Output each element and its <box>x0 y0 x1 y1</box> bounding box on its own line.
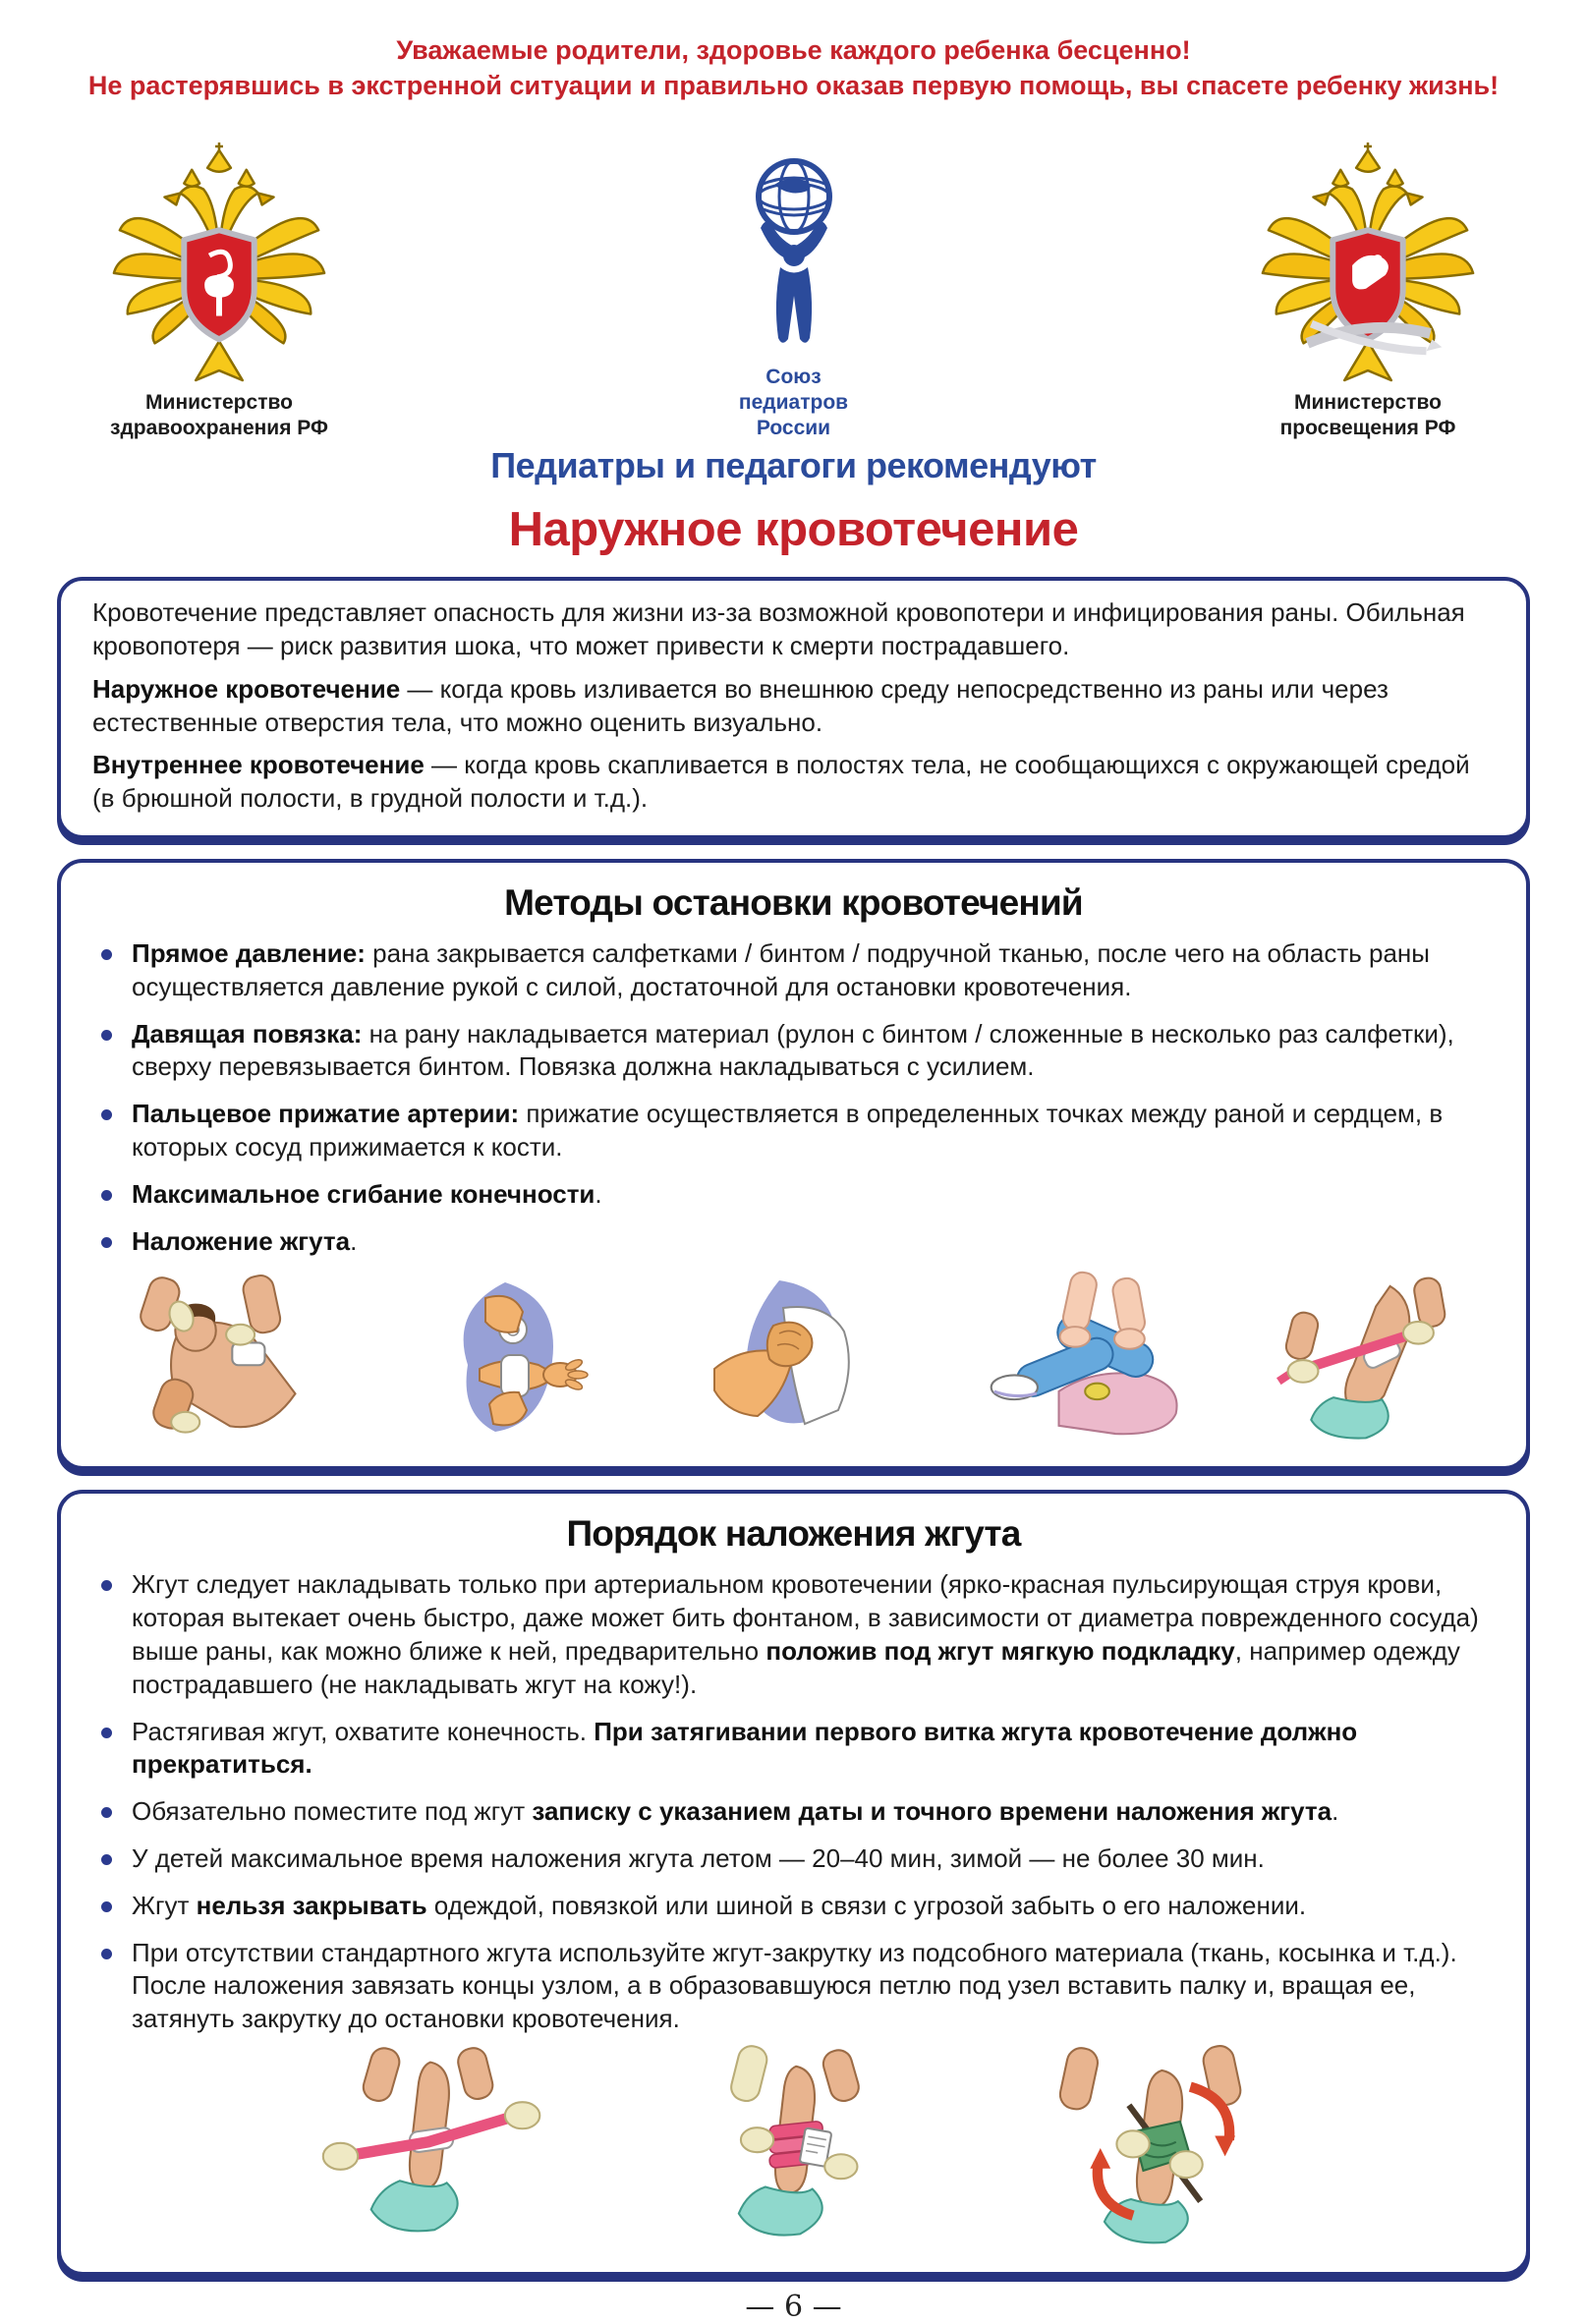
health-ministry-caption <box>110 390 328 442</box>
page-title: Наружное кровотечение <box>508 503 1079 557</box>
health-ministry-emblem-icon <box>102 141 336 384</box>
education-ministry-emblem-icon <box>1251 141 1485 384</box>
list-item: Максимальное сгибание конечности. <box>92 1178 1495 1212</box>
direct-pressure-illustration <box>116 1272 330 1445</box>
list-item: Внутреннее кровотечение — когда кровь скапливается в полостях тела, не сообщающихся с окружающей средой (в брюшной полости, в грудной полости и т.д.). <box>92 750 1470 814</box>
tourniquet-box <box>57 1490 1530 2276</box>
tourniquet-box-title: Порядок наложения жгута <box>566 1513 1021 1555</box>
list-item: Прямое давление: рана закрывается салфетками / бинтом / подручной тканью, после чего на область раны осуществляется давление рукой с силой, достаточной для остановки кровотечения. <box>92 937 1495 1004</box>
pressure-bandage-illustration <box>411 1272 607 1445</box>
tourniquet-illustrations-row <box>92 2036 1495 2252</box>
methods-box <box>57 859 1530 1470</box>
artery-finger-pressure-illustration <box>689 1272 885 1445</box>
tourniquet-twist-illustration <box>1035 2046 1280 2250</box>
intro-box <box>57 577 1530 839</box>
caption-line: Министерство <box>1294 390 1442 414</box>
pediatric-union-caption <box>739 365 848 442</box>
pediatric-union-emblem-icon <box>725 144 863 359</box>
caption-line: Союз <box>765 365 822 388</box>
pediatric-union-logo-block <box>647 115 941 441</box>
intro-paragraphs <box>92 596 1495 816</box>
methods-illustrations-row <box>92 1258 1495 1446</box>
list-item: Жгут следует накладывать только при артериальном кровотечении (ярко-красная пульсирующая струя крови, которая вытекает очень быстро, даже может бить фонтаном, в зависимости от диаметра поврежденного сосуда) выше раны, как можно ближе к ней, предварительно положив под жгут мягкую подкладку, например одежду пострадавшего (не накладывать жгут на кожу!). <box>92 1568 1495 1701</box>
list-item: Растягивая жгут, охватите конечность. При затягивании первого витка жгута кровотечение должно прекратиться. <box>92 1716 1495 1783</box>
header-line-2: Не растерявшись в экстренной ситуации и правильно оказав первую помощь, вы спасете ребенку жизнь! <box>87 70 1500 100</box>
caption-line: Министерство <box>145 390 293 414</box>
health-ministry-logo-block <box>57 115 381 441</box>
logos-row <box>0 103 1587 441</box>
header <box>0 0 1587 103</box>
methods-list <box>92 937 1495 1258</box>
caption-line: просвещения РФ <box>1279 417 1456 439</box>
caption-line: России <box>756 417 831 439</box>
page-number: — 6 — <box>745 2289 842 2324</box>
list-item: Наружное кровотечение — когда кровь изливается во внешнюю среду непосредственно из раны или через естественные отверстия тела, что можно оценить визуально. <box>92 673 1389 737</box>
list-item: Давящая повязка: на рану накладывается материал (рулон с бинтом / сложенные в несколько раз салфетки), сверху перевязывается бинтом. Повязка должна накладываться с усилием. <box>92 1018 1495 1085</box>
education-ministry-caption <box>1280 390 1456 442</box>
tourniquet-leg-illustration <box>1269 1272 1471 1445</box>
caption-line: педиатров <box>738 390 849 414</box>
limb-flexion-illustration <box>966 1272 1188 1445</box>
tourniquet-stretch-illustration <box>308 2046 553 2250</box>
list-item: У детей максимальное время наложения жгута летом — 20–40 мин, зимой — не более 30 мин. <box>92 1842 1495 1876</box>
list-item: Пальцевое прижатие артерии: прижатие осуществляется в определенных точках между раной и сердцем, в которых сосуд прижимается к кости. <box>92 1098 1495 1164</box>
list-item: Кровотечение представляет опасность для жизни из-за возможной кровопотери и инфицирования раны. Обильная кровопотеря — риск развития шока, что может привести к смерти пострадавшего. <box>92 597 1465 661</box>
header-line-1: Уважаемые родители, здоровье каждого ребенка бесценно! <box>396 35 1191 65</box>
list-item: Обязательно поместите под жгут записку с указанием даты и точного времени наложения жгута. <box>92 1795 1495 1829</box>
methods-box-title: Методы остановки кровотечений <box>504 882 1083 924</box>
caption-line: здравоохранения РФ <box>110 417 328 439</box>
recommendation-subtitle: Педиатры и педагоги рекомендуют <box>490 445 1097 486</box>
tourniquet-list <box>92 1568 1495 2036</box>
education-ministry-logo-block <box>1206 115 1530 441</box>
list-item: Наложение жгута. <box>92 1225 1495 1259</box>
list-item: При отсутствии стандартного жгута используйте жгут-закрутку из подсобного материала (ткань, косынка и т.д.). После наложения завязать концы узлом, а в образовавшуюся петлю под узел вставить палку и, вращая ее, затянуть закрутку до остановки кровотечения. <box>92 1937 1495 2036</box>
tourniquet-note-illustration <box>671 2046 917 2250</box>
list-item: Жгут нельзя закрывать одеждой, повязкой или шиной в связи с угрозой забыть о его наложении. <box>92 1890 1495 1923</box>
